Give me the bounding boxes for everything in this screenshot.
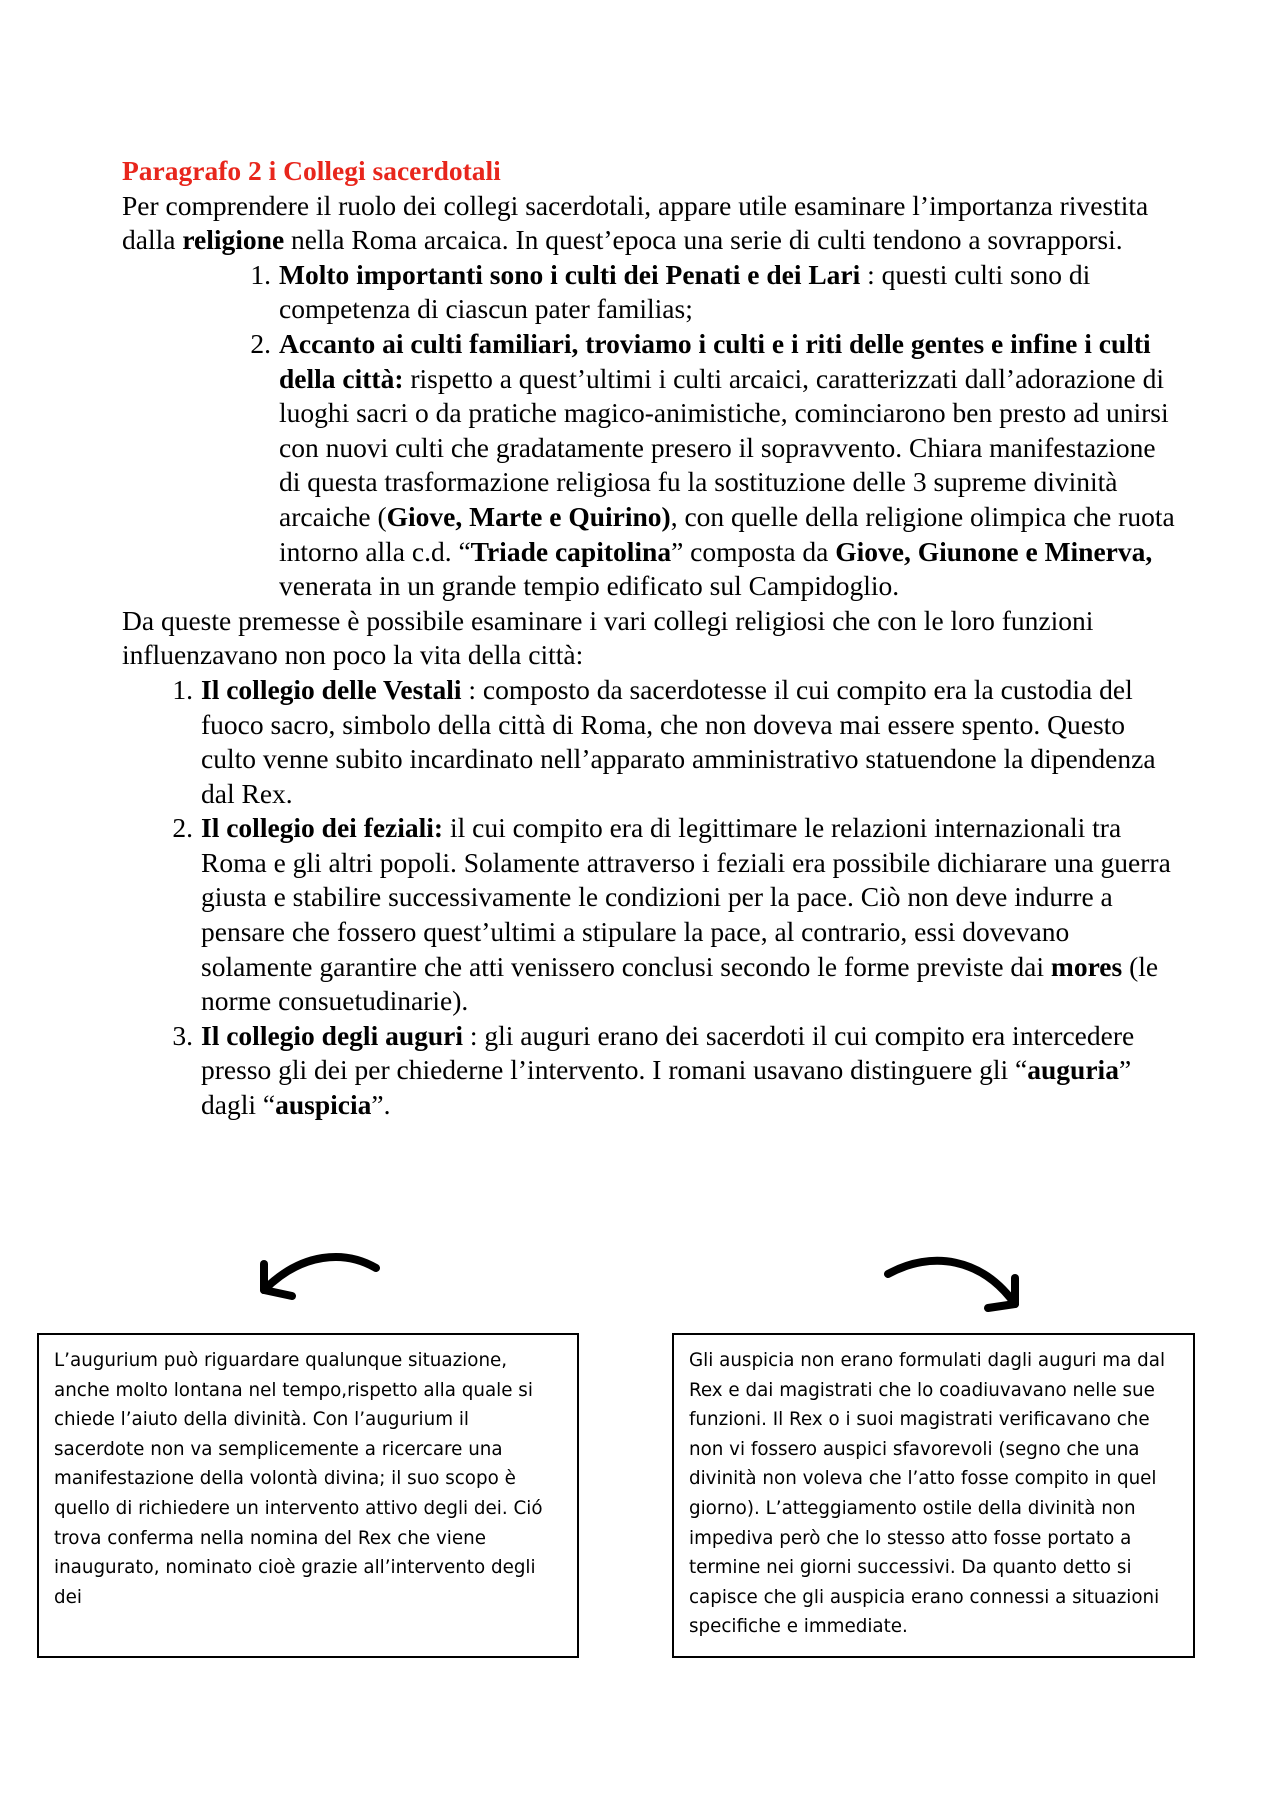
- curved-arrow-left-icon: [240, 1240, 390, 1330]
- auspicia-box: [672, 1333, 1195, 1658]
- augurium-box: [37, 1333, 579, 1658]
- list-item: 3. Il collegio degli auguri : gli auguri erano dei sacerdoti il cui compito era intercedere presso gli dei per chiederne l’intervento. I romani usavano distinguere gli “auguria” dagli “auspicia”.: [172, 1019, 1135, 1121]
- section-heading: Paragrafo 2 i Collegi sacerdotali: [122, 155, 501, 186]
- main-text: [122, 154, 1182, 1123]
- cults-list: [122, 258, 1182, 604]
- augurium-text: L’augurium può riguardare qualunque situazione, anche molto lontana nel tempo,rispetto alla quale si chiede l’aiuto della divinità. Con l’augurium il sacerdote non va semplicemente a ricercare una manifestazione della volontà divina; il suo scopo è quello di richiedere un intervento attivo degli dei. Ció trova conferma nella nomina del Rex che viene inaugurato, nominato cioè grazie all’intervento degli dei: [54, 1350, 543, 1608]
- list-item: 2. Il collegio dei feziali: il cui compito era di legittimare le relazioni internazionali tra Roma e gli altri popoli. Solamente attraverso i feziali era possibile dichiarare una guerra giusta e stabilire successivamente le condizioni per la pace. Ciò non deve indurre a pensare che fossero quest’ultimi a stipulare la pace, al contrario, essi dovevano solamente garantire che atti venissero conclusi secondo le forme previste dai mores (le norme consuetudinarie).: [172, 812, 1171, 1017]
- intro-paragraph: Per comprendere il ruolo dei collegi sacerdotali, appare utile esaminare l’importanza rivestita dalla religione nella Roma arcaica. In quest’epoca una serie di culti tendono a sovrapporsi.: [122, 189, 1149, 256]
- colleges-list: [122, 673, 1182, 1123]
- auspicia-text: Gli auspicia non erano formulati dagli auguri ma dal Rex e dai magistrati che lo coadiuvavano nelle sue funzioni. Il Rex o i suoi magistrati verificavano che non vi fossero auspici sfavorevoli (segno che una divinità non voleva che l’atto fosse compito in quel giorno). L’atteggiamento ostile della divinità non impediva però che lo stesso atto fosse portato a termine nei giorni successivi. Da quanto detto si capisce che gli auspicia erano connessi a situazioni specifiche e immediate.: [689, 1350, 1166, 1638]
- list-item: 1. Il collegio delle Vestali : composto da sacerdotesse il cui compito era la custodia del fuoco sacro, simbolo della città di Roma, che non doveva mai essere spento. Questo culto venne subito incardinato nell’apparato amministrativo statuendone la dipendenza dal Rex.: [172, 673, 1156, 809]
- curved-arrow-right-icon: [872, 1240, 1032, 1340]
- list-item: 2. Accanto ai culti familiari, troviamo i culti e i riti delle gentes e infine i culti della città: rispetto a quest’ultimi i culti arcaici, caratterizzati dall’adorazione di luoghi sacri o da pratiche magico-animistiche, cominciarono ben presto ad unirsi con nuovi culti che gradatamente presero il sopravvento. Chiara manifestazione di questa trasformazione religiosa fu la sostituzione delle 3 supreme divinità arcaiche (Giove, Marte e Quirino), con quelle della religione olimpica che ruota intorno alla c.d. “Triade capitolina” composta da Giove, Giunone e Minerva, venerata in un grande tempio edificato sul Campidoglio.: [250, 327, 1175, 602]
- list-item: 1. Molto importanti sono i culti dei Penati e dei Lari : questi culti sono di competenza di ciascun pater familias;: [250, 258, 1091, 325]
- middle-paragraph: Da queste premesse è possibile esaminare i vari collegi religiosi che con le loro funzioni influenzavano non poco la vita della città:: [122, 604, 1094, 671]
